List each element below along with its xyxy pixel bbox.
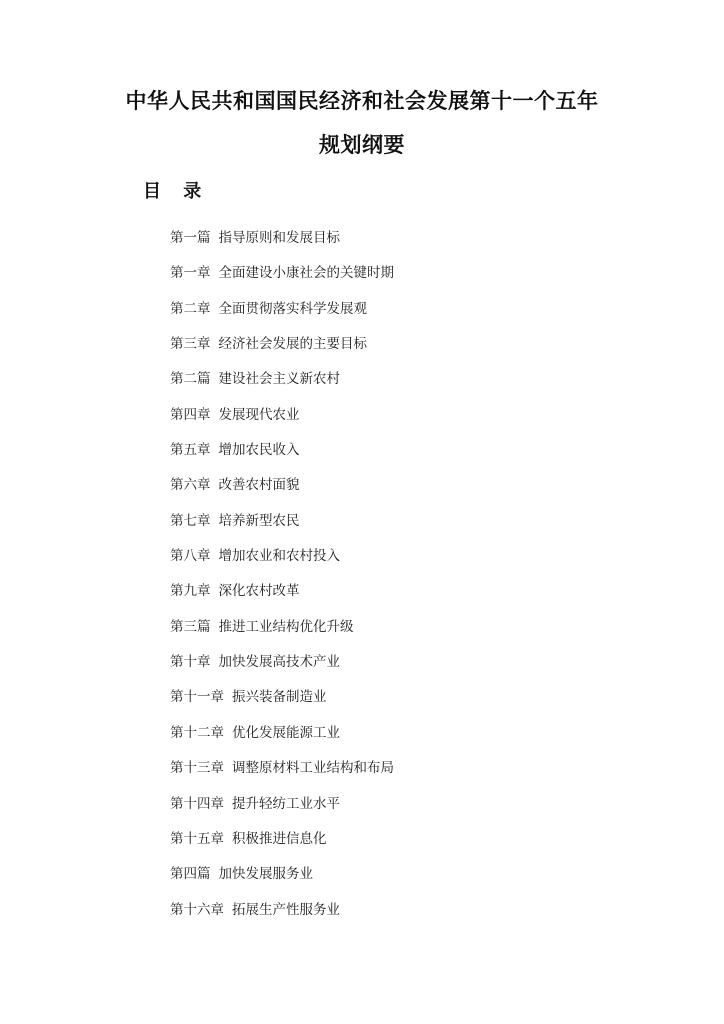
toc-entry-title: 优化发展能源工业 <box>232 724 340 741</box>
toc-entry <box>170 721 394 756</box>
toc-entry-number: 第五章 <box>170 442 211 459</box>
toc-entry-title: 深化农村改革 <box>218 583 300 600</box>
toc-entry-title: 全面贯彻落实科学发展观 <box>218 300 367 317</box>
toc-entry-number: 第十六章 <box>170 901 224 918</box>
toc-entry-number: 第三篇 <box>170 618 211 635</box>
document-title-line-2: 规划纲要 <box>319 133 405 157</box>
toc-entry-title: 增加农业和农村投入 <box>218 548 340 565</box>
toc-entry-title: 积极推进信息化 <box>232 830 327 847</box>
toc-heading: 目 录 <box>143 181 210 202</box>
toc-entry-number: 第十三章 <box>170 760 224 777</box>
toc-entry-number: 第四篇 <box>170 866 211 883</box>
toc-entry-title: 经济社会发展的主要目标 <box>218 336 367 353</box>
toc-entry <box>170 261 394 296</box>
toc-entry <box>170 650 394 685</box>
toc-entry <box>170 297 394 332</box>
toc-entry <box>170 862 394 897</box>
toc-entry <box>170 685 394 720</box>
toc-entry-title: 发展现代农业 <box>218 406 300 423</box>
toc-entry-number: 第六章 <box>170 477 211 494</box>
toc-entry <box>170 827 394 862</box>
toc-entry <box>170 473 394 508</box>
toc-entry <box>170 615 394 650</box>
toc-entry-number: 第十章 <box>170 654 211 671</box>
toc-entry <box>170 898 394 933</box>
toc-entry <box>170 403 394 438</box>
toc-entry-title: 振兴装备制造业 <box>232 689 327 706</box>
toc-entry-number: 第十二章 <box>170 724 224 741</box>
toc-entry-number: 第一章 <box>170 265 211 282</box>
toc-entry-title: 加快发展服务业 <box>218 866 313 883</box>
toc-entry-number: 第二章 <box>170 300 211 317</box>
toc-entry-number: 第三章 <box>170 336 211 353</box>
document-title-line-1: 中华人民共和国国民经济和社会发展第十一个五年 <box>125 89 599 113</box>
toc-entry-number: 第九章 <box>170 583 211 600</box>
toc-entry <box>170 579 394 614</box>
toc-entry-number: 第十四章 <box>170 795 224 812</box>
toc-entry-number: 第七章 <box>170 512 211 529</box>
toc-entry-title: 全面建设小康社会的关键时期 <box>218 265 394 282</box>
toc-entry-number: 第二篇 <box>170 371 211 388</box>
toc-entry-title: 增加农民收入 <box>218 442 300 459</box>
toc-entry-number: 第十五章 <box>170 830 224 847</box>
toc-list <box>170 226 394 933</box>
toc-entry <box>170 756 394 791</box>
toc-entry <box>170 509 394 544</box>
toc-entry <box>170 226 394 261</box>
toc-entry-title: 建设社会主义新农村 <box>218 371 340 388</box>
toc-entry-title: 培养新型农民 <box>218 512 300 529</box>
toc-entry-number: 第一篇 <box>170 230 211 246</box>
toc-entry <box>170 332 394 367</box>
toc-entry-title: 指导原则和发展目标 <box>218 230 340 246</box>
toc-entry <box>170 367 394 402</box>
toc-entry-number: 第四章 <box>170 406 211 423</box>
toc-entry-title: 推进工业结构优化升级 <box>218 618 354 635</box>
toc-entry <box>170 544 394 579</box>
toc-entry-title: 调整原材料工业结构和布局 <box>232 760 394 777</box>
toc-entry-title: 提升轻纺工业水平 <box>232 795 340 812</box>
toc-entry-title: 加快发展高技术产业 <box>218 654 340 671</box>
toc-entry-number: 第十一章 <box>170 689 224 706</box>
toc-entry-title: 改善农村面貌 <box>218 477 300 494</box>
toc-entry <box>170 792 394 827</box>
toc-entry-title: 拓展生产性服务业 <box>232 901 340 918</box>
toc-entry-number: 第八章 <box>170 548 211 565</box>
toc-entry <box>170 438 394 473</box>
